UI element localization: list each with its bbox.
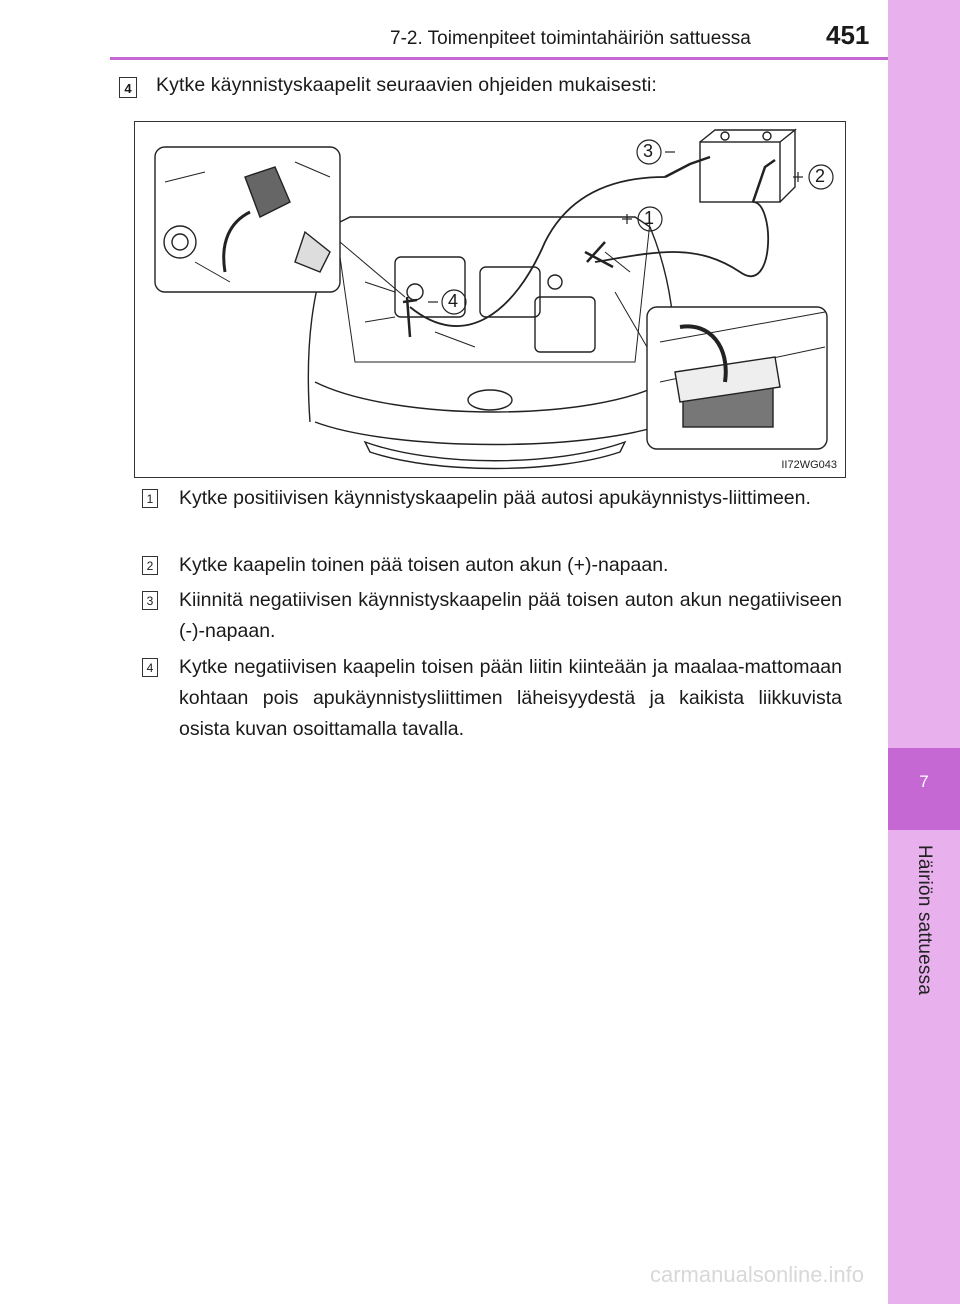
item-text: Kytke negatiivisen kaapelin toisen pään liitin kiinteään ja maalaa-mattomaan kohtaan pois apukäynnistysliittimen läheisyydestä ja kaikista liikkuvista osista kuvan osoittamalla tavalla. <box>179 656 842 740</box>
chapter-sidebar <box>888 0 960 1304</box>
list-item <box>142 483 842 514</box>
chapter-title: Häiriön sattuessa <box>914 844 935 996</box>
chapter-number: 7 <box>919 772 929 791</box>
step-number-badge: 4 <box>119 77 137 98</box>
header-rule <box>110 57 888 60</box>
watermark: carmanualsonline.info <box>650 1262 865 1287</box>
list-item <box>142 652 842 745</box>
illustration-drawing <box>135 122 846 478</box>
step-instruction: Kytke käynnistyskaapelit seuraavien ohjeiden mukaisesti: <box>156 74 657 96</box>
callout-4: 4 <box>448 291 459 311</box>
item-text: Kiinnitä negatiivisen käynnistyskaapelin pää toisen auton akun negatiiviseen (-)-napaan. <box>179 589 842 642</box>
item-number: 1 <box>142 489 158 508</box>
item-number: 3 <box>142 591 158 610</box>
jump-start-illustration <box>134 121 846 478</box>
callout-2: 2 <box>815 166 826 186</box>
list-item <box>142 550 842 581</box>
callout-3: 3 <box>643 141 654 161</box>
section-title: 7-2. Toimenpiteet toimintahäiriön sattuessa <box>390 28 751 49</box>
item-text: Kytke kaapelin toinen pää toisen auton akun (+)-napaan. <box>179 554 669 576</box>
item-text: Kytke positiivisen käynnistyskaapelin pää autosi apukäynnistys-liittimeen. <box>179 487 811 509</box>
callout-1: 1 <box>644 208 655 228</box>
item-number: 2 <box>142 556 158 575</box>
figure-code: II72WG043 <box>781 459 837 471</box>
page-number: 451 <box>826 20 870 50</box>
list-item <box>142 585 842 647</box>
item-number: 4 <box>142 658 158 677</box>
